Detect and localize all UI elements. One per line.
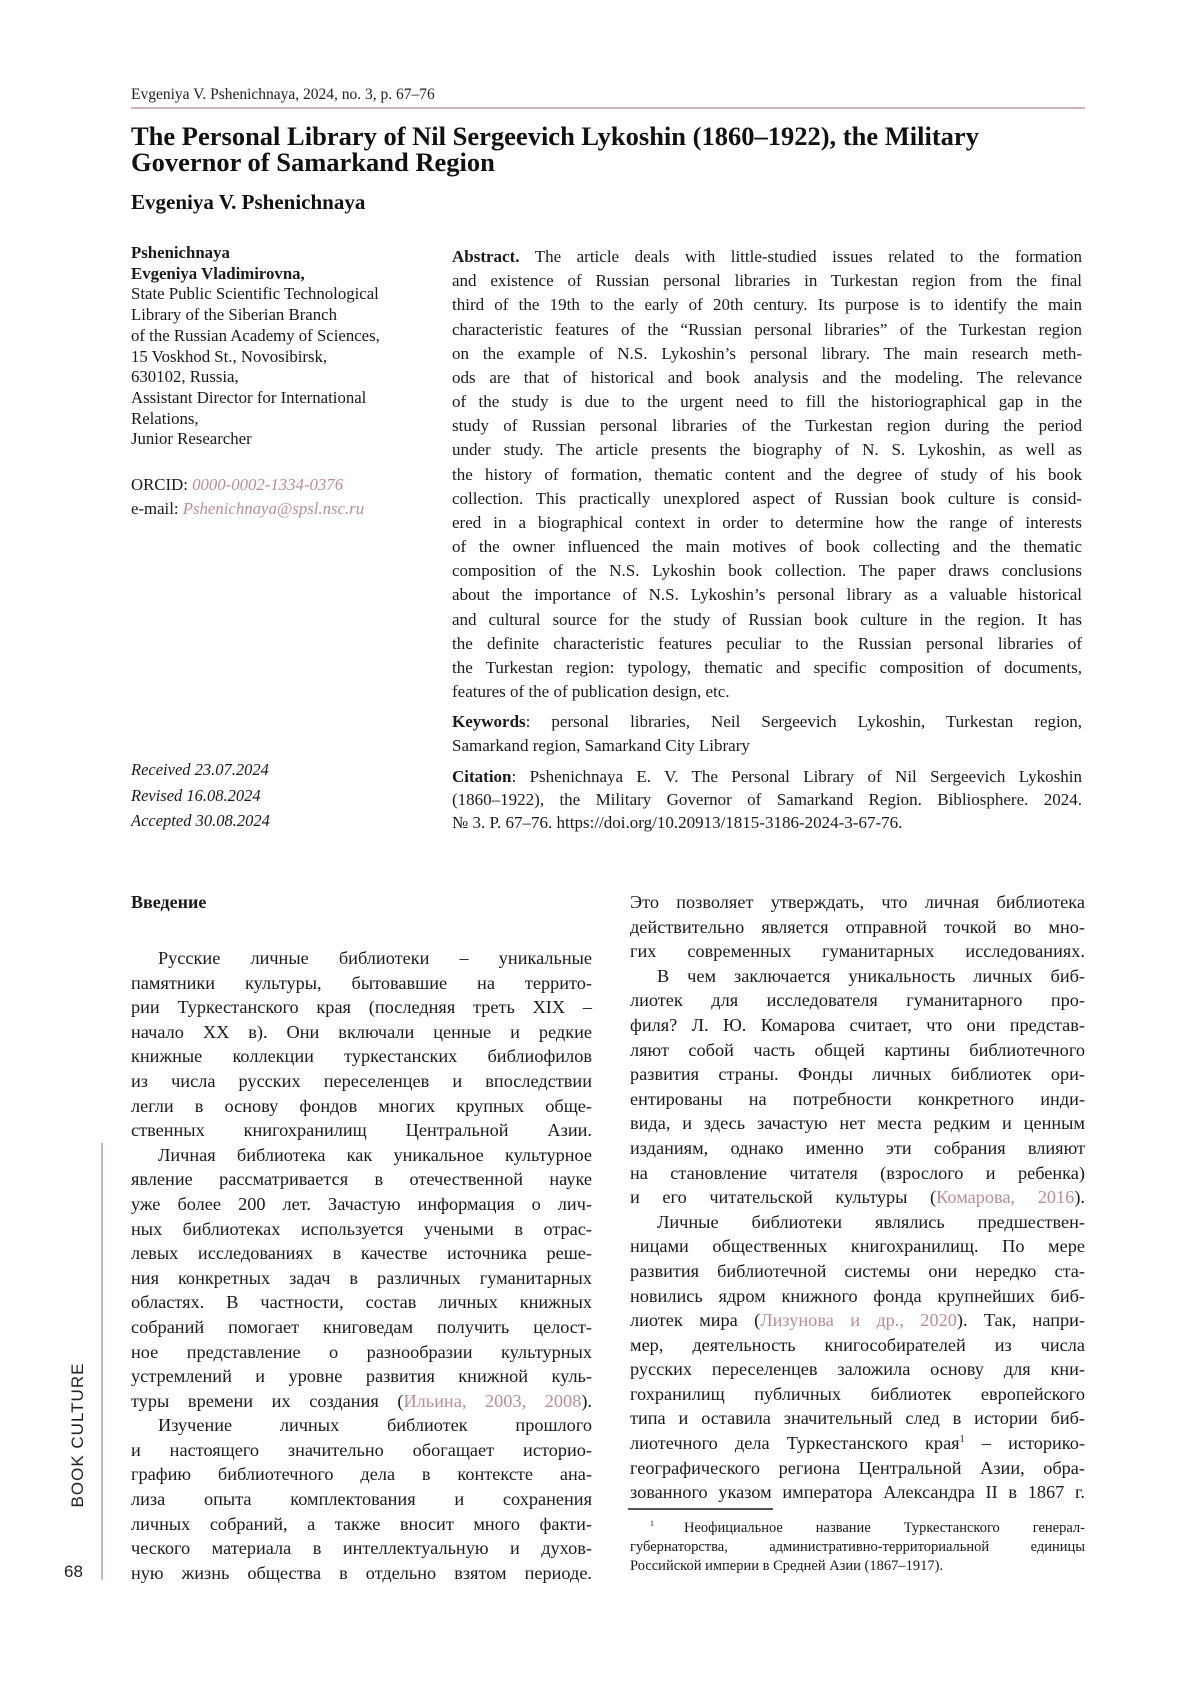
abstract-line [452, 245, 1082, 269]
line-text: развития библиотечной системы они нередко ста- [630, 1261, 1085, 1281]
line-text: the history of formation, thematic content and the degree of study of his book [452, 465, 1082, 484]
line-text: ных библиотеках используется учеными в отрас- [131, 1219, 592, 1239]
line-text: изданиям, однако именно эти собрания влияют [630, 1138, 1085, 1158]
affiliation-line: Library of the Siberian Branch [131, 305, 431, 326]
citation [452, 765, 1082, 834]
citation-link[interactable]: Ильина, 2003, 2008 [403, 1391, 581, 1411]
paragraph-line [131, 1192, 592, 1217]
paragraph-line [630, 915, 1085, 940]
abstract-line [452, 269, 1082, 293]
paragraph-line [131, 1044, 592, 1069]
article-dates [131, 757, 431, 834]
line-text: of the owner influenced the main motives of book collecting and the thematic [452, 537, 1082, 556]
orcid-label: ORCID: [131, 475, 192, 494]
line-text: ). Так, напри- [957, 1310, 1085, 1330]
footnote-line [630, 1557, 1085, 1576]
paragraph-line [131, 1438, 592, 1463]
line-text: гих современных гуманитарных исследованиях. [630, 941, 1085, 961]
line-text: and existence of Russian personal libraries in Turkestan region from the final [452, 271, 1082, 290]
footnote-line [630, 1519, 1085, 1538]
section-heading-introduction: Введение [131, 890, 206, 914]
line-text: русских переселенцев заложила основу для кни- [630, 1359, 1085, 1379]
keywords [452, 710, 1082, 757]
paragraph-line [131, 1143, 592, 1168]
email-label: e-mail: [131, 499, 183, 518]
line-text: ). [581, 1391, 592, 1411]
paragraph-line [630, 1062, 1085, 1087]
revised-date: Revised 16.08.2024 [131, 783, 431, 809]
paragraph-line [131, 995, 592, 1020]
footnote [630, 1519, 1085, 1576]
citation-line [452, 811, 1082, 834]
abstract-line [452, 293, 1082, 317]
line-text: В чем заключается уникальность личных биб- [657, 966, 1085, 986]
affiliation-line: 630102, Russia, [131, 367, 431, 388]
paragraph-line [131, 1389, 592, 1414]
line-text: of the study is due to the urgent need to fill the historiographical gap in the [452, 392, 1082, 411]
abstract-line [452, 656, 1082, 680]
author-affiliation [131, 243, 431, 450]
line-text: мер, деятельность книгособирателей из числа [630, 1335, 1085, 1355]
line-text: about the importance of N.S. Lykoshin’s personal library as a valuable historical [452, 585, 1082, 604]
paragraph-line [131, 1217, 592, 1242]
line-text: № 3. P. 67–76. https://doi.org/10.20913/1815-3186-2024-3-67-76. [452, 813, 902, 832]
abstract-line [452, 511, 1082, 535]
line-text: лиза опыта комплектования и сохранения [131, 1489, 592, 1509]
page-number: 68 [64, 1561, 83, 1583]
paragraph-line [630, 1234, 1085, 1259]
line-text: лиотек для исследователя гуманитарного про- [630, 990, 1085, 1010]
body-column-right [630, 890, 1085, 1505]
email-row [131, 497, 431, 521]
line-text: Samarkand region, Samarkand City Library [452, 736, 750, 755]
paragraph-line [630, 1333, 1085, 1358]
footnote-line [630, 1538, 1085, 1557]
paragraph-line [131, 1462, 592, 1487]
line-text: features of the of publication design, etc. [452, 682, 730, 701]
paragraph-line [131, 1118, 592, 1143]
line-text: Русские личные библиотеки – уникальные [158, 948, 592, 968]
line-text: Личные библиотеки являлись предшествен- [657, 1212, 1085, 1232]
affiliation-line: State Public Scientific Technological [131, 284, 431, 305]
line-text: устремлений и уровне развития книжной куль- [131, 1366, 592, 1386]
paragraph-line [630, 1431, 1085, 1456]
abstract [452, 245, 1082, 704]
line-text: книжные коллекции туркестанских библиофилов [131, 1046, 592, 1066]
citation-line [452, 765, 1082, 788]
paragraph-line [630, 1308, 1085, 1333]
paragraph-line [630, 1111, 1085, 1136]
affiliation-line: Junior Researcher [131, 429, 431, 450]
abstract-line [452, 366, 1082, 390]
keywords-label: Keywords [452, 712, 526, 731]
line-text: легли в основу фондов многих крупных обще- [131, 1096, 592, 1116]
abstract-line [452, 680, 1082, 704]
received-date: Received 23.07.2024 [131, 757, 431, 783]
orcid-row [131, 473, 431, 497]
line-text: лиотечного дела Туркестанского края [630, 1433, 960, 1453]
line-text: ное представление о разнообразии культурных [131, 1342, 592, 1362]
paragraph-line [131, 1290, 592, 1315]
line-text: географического региона Центральной Азии, обра- [630, 1458, 1085, 1478]
running-head: Evgeniya V. Pshenichnaya, 2024, no. 3, p. 67–76 [131, 85, 435, 105]
line-text: ную жизнь общества в отдельно взятом периоде. [131, 1563, 592, 1583]
line-text: вида, и здесь зачастую нет места редким и ценным [630, 1113, 1085, 1133]
paragraph-line [630, 964, 1085, 989]
line-text: рии Туркестанского края (последняя треть XIX – [131, 997, 592, 1017]
citation-link[interactable]: Комарова, 2016 [936, 1187, 1074, 1207]
line-text: ственных книгохранилищ Центральной Азии. [131, 1120, 592, 1140]
line-text: левых исследованиях в качестве источника реше- [131, 1243, 592, 1263]
affiliation-line: Relations, [131, 409, 431, 430]
line-text: и его читательской культуры ( [630, 1187, 936, 1207]
line-text: The article deals with little-studied issues related to the formation [520, 247, 1082, 266]
line-text: явление рассматривается в отечественной науке [131, 1169, 592, 1189]
line-text: Это позволяет утверждать, что личная библиотека [630, 892, 1085, 912]
orcid-link[interactable]: 0000-0002-1334-0376 [192, 475, 343, 494]
abstract-line [452, 487, 1082, 511]
line-text: under study. The article presents the biography of N. S. Lykoshin, as well as [452, 440, 1082, 459]
line-text: на становление читателя (взрослого и ребенка) [630, 1163, 1085, 1183]
line-text: зованного указом императора Александра II в 1867 г. [630, 1482, 1085, 1502]
abstract-line [452, 438, 1082, 462]
line-text: областях. В частности, состав личных книжных [131, 1292, 592, 1312]
line-text: ). [1074, 1187, 1085, 1207]
paragraph-line [131, 1487, 592, 1512]
line-text: туры времени их создания ( [131, 1391, 403, 1411]
abstract-line [452, 608, 1082, 632]
paragraph-line [131, 1413, 592, 1438]
line-text: characteristic features of the “Russian personal libraries” of the Turkestan region [452, 320, 1082, 339]
line-text: ered in a biographical context in order to determine how the range of interests [452, 513, 1082, 532]
affiliation-line: Assistant Director for International [131, 388, 431, 409]
paragraph-line [630, 1480, 1085, 1505]
line-text: губернаторства, административно-территориальной единицы [630, 1539, 1085, 1555]
abstract-label: Abstract. [452, 247, 520, 266]
abstract-line [452, 559, 1082, 583]
title-line: Governor of Samarkand Region [131, 149, 979, 175]
paragraph-line [131, 1069, 592, 1094]
footnote-divider [628, 1508, 773, 1510]
keywords-line [452, 710, 1082, 734]
paragraph-line [131, 1364, 592, 1389]
abstract-line [452, 463, 1082, 487]
abstract-line [452, 632, 1082, 656]
paragraph-line [630, 1259, 1085, 1284]
paragraph-line [630, 1357, 1085, 1382]
line-text: ентированы на потребности конкретного инди- [630, 1089, 1085, 1109]
paragraph-line [630, 1185, 1085, 1210]
line-text: филя? Л. Ю. Комарова считает, что они представ- [630, 1015, 1085, 1035]
paragraph-line [131, 1094, 592, 1119]
title-line: The Personal Library of Nil Sergeevich Lykoshin (1860–1922), the Military [131, 123, 979, 149]
paragraph-line [131, 1512, 592, 1537]
line-text: памятники культуры, бытовавшие на террито- [131, 973, 592, 993]
line-text: third of the 19th to the early of 20th century. Its purpose is to identify the main [452, 295, 1082, 314]
paragraph-line [630, 1210, 1085, 1235]
margin-rule [101, 1143, 103, 1580]
line-text: Изучение личных библиотек прошлого [158, 1415, 592, 1435]
paragraph-line [131, 1315, 592, 1340]
paragraph-line [131, 1266, 592, 1291]
line-text: ницами общественных книгохранилищ. По мере [630, 1236, 1085, 1256]
citation-link[interactable]: Лизунова и др., 2020 [760, 1310, 957, 1330]
body-column-left [131, 946, 592, 1585]
header-divider [131, 107, 1085, 109]
paragraph-line [630, 1456, 1085, 1481]
paragraph-line [630, 1284, 1085, 1309]
paragraph-line [630, 1382, 1085, 1407]
paragraph-line [131, 1020, 592, 1045]
line-text: действительно является отправной точкой во мно- [630, 917, 1085, 937]
line-text: : Pshenichnaya E. V. The Personal Library of Nil Sergeevich Lykoshin [512, 767, 1083, 786]
abstract-line [452, 390, 1082, 414]
line-text: начало XX в). Они включали ценные и редкие [131, 1022, 592, 1042]
author-given-names: Evgeniya Vladimirovna, [131, 264, 431, 285]
line-text: Российской империи в Средней Азии (1867–1917). [630, 1558, 943, 1574]
line-text: : personal libraries, Neil Sergeevich Lykoshin, Turkestan region, [526, 712, 1082, 731]
author-surname: Pshenichnaya [131, 243, 431, 264]
line-text: собраний помогает книговедам получить целост- [131, 1317, 592, 1337]
article-title [131, 123, 979, 175]
paragraph-line [131, 1340, 592, 1365]
paragraph-line [630, 890, 1085, 915]
line-text: and cultural source for the study of Russian book culture in the region. It has [452, 610, 1082, 629]
line-text: уже более 200 лет. Зачастую информация о лич- [131, 1194, 592, 1214]
line-text: collection. This practically unexplored aspect of Russian book culture is consid- [452, 489, 1082, 508]
paragraph-line [131, 946, 592, 971]
abstract-line [452, 535, 1082, 559]
accepted-date: Accepted 30.08.2024 [131, 808, 431, 834]
abstract-line [452, 342, 1082, 366]
line-text: ляют собой часть общей картины библиотечного [630, 1040, 1085, 1060]
paragraph-line [630, 1406, 1085, 1431]
citation-line [452, 788, 1082, 811]
paragraph-line [630, 1038, 1085, 1063]
paragraph-line [131, 1561, 592, 1586]
affiliation-line: of the Russian Academy of Sciences, [131, 326, 431, 347]
paragraph-line [630, 1087, 1085, 1112]
footnote-ref[interactable]: 1 [960, 1434, 965, 1445]
line-text: новились ядром книжного фонда крупнейших биб- [630, 1286, 1085, 1306]
abstract-line [452, 414, 1082, 438]
paragraph-line [630, 1136, 1085, 1161]
article-author: Evgeniya V. Pshenichnaya [131, 189, 365, 215]
line-text: the definite characteristic features peculiar to the Russian personal libraries of [452, 634, 1082, 653]
email-link[interactable]: Pshenichnaya@spsl.nsc.ru [183, 499, 364, 518]
line-text: Личная библиотека как уникальное культурное [158, 1145, 592, 1165]
line-text: study of Russian personal libraries of the Turkestan region during the period [452, 416, 1082, 435]
abstract-line [452, 318, 1082, 342]
paragraph-line [630, 939, 1085, 964]
paragraph-line [131, 1241, 592, 1266]
line-text: типа и оставила значительный след в истории биб- [630, 1408, 1085, 1428]
line-text: (1860–1922), the Military Governor of Samarkand Region. Bibliosphere. 2024. [452, 790, 1082, 809]
line-text: composition of the N.S. Lykoshin book collection. The paper draws conclusions [452, 561, 1082, 580]
line-text: the Turkestan region: typology, thematic and specific composition of documents, [452, 658, 1082, 677]
line-text: развития страны. Фонды личных библиотек ори- [630, 1064, 1085, 1084]
line-text: из числа русских переселенцев и впоследствии [131, 1071, 592, 1091]
citation-label: Citation [452, 767, 512, 786]
paragraph-line [131, 1167, 592, 1192]
line-text: ческого материала в интеллектуальную и духов- [131, 1538, 592, 1558]
line-text: – историко- [965, 1433, 1085, 1453]
paragraph-line [630, 1013, 1085, 1038]
line-text: графию библиотечного дела в контексте ана- [131, 1464, 592, 1484]
line-text: лиотек мира ( [630, 1310, 760, 1330]
line-text: гохранилищ публичных библиотек европейского [630, 1384, 1085, 1404]
keywords-line [452, 734, 1082, 758]
line-text: on the example of N.S. Lykoshin’s personal library. The main research meth- [452, 344, 1082, 363]
author-identifiers [131, 473, 431, 521]
line-text: ods are that of historical and book analysis and the modeling. The relevance [452, 368, 1082, 387]
paragraph-line [630, 988, 1085, 1013]
line-text: личных собраний, а также вносит много факти- [131, 1514, 592, 1534]
line-text: Неофициальное название Туркестанского генерал- [684, 1520, 1085, 1536]
abstract-line [452, 583, 1082, 607]
paragraph-line [131, 971, 592, 996]
footnote-marker: 1 [650, 1519, 654, 1528]
line-text: ния конкретных задач в различных гуманитарных [131, 1268, 592, 1288]
journal-section-label: BOOK CULTURE [68, 1363, 88, 1508]
line-text: и настоящего значительно обогащает историо- [131, 1440, 592, 1460]
affiliation-line: 15 Voskhod St., Novosibirsk, [131, 347, 431, 368]
paragraph-line [630, 1161, 1085, 1186]
paragraph-line [131, 1536, 592, 1561]
